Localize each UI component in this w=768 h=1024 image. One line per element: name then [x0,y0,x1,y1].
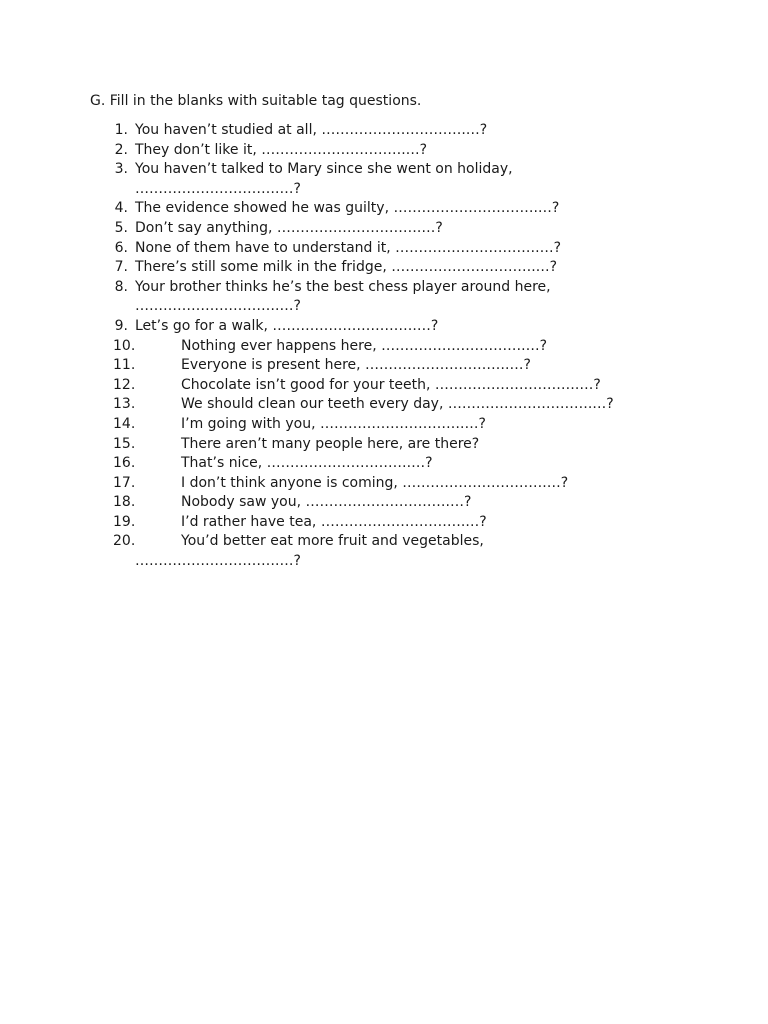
item-text: None of them have to understand it, ………………………….…? [135,239,562,256]
item-number: 15. [113,435,136,452]
list-item [0,493,768,513]
list-item [0,415,768,435]
item-text: I don’t think anyone is coming, ………………………….…? [181,474,569,491]
item-text: The evidence showed he was guilty, ………………………….…? [135,200,560,217]
item-number: 19. [113,513,136,530]
item-text: Don’t say anything, ………………………….…? [135,219,443,236]
item-text: You’d better eat more fruit and vegetables, [181,533,484,550]
item-text: Your brother thinks he’s the best chess player around here, [135,278,551,295]
item-text: There’s still some milk in the fridge, ………………………….…? [135,259,558,276]
item-text: Chocolate isn’t good for your teeth, ………………………….…? [181,376,601,393]
item-number: 4. [114,200,128,217]
item-number: 14. [113,415,136,432]
list-item [0,141,768,161]
item-number: 6. [114,239,128,256]
list-item [0,337,768,357]
item-text: Nothing ever happens here, ………………………….…? [181,337,548,354]
list-item [0,239,768,259]
item-text: I’d rather have tea, ………………………….…? [181,513,487,530]
item-number: 16. [113,455,136,472]
list-item [0,199,768,219]
item-number: 2. [114,141,128,158]
item-text: Everyone is present here, ………………………….…? [181,357,531,374]
item-number: 17. [113,474,136,491]
list-item [0,121,768,141]
item-number: 7. [114,259,128,276]
question-list [0,121,768,572]
list-item [0,160,768,199]
item-number: 10. [113,337,136,354]
item-text: We should clean our teeth every day, ………………………….…? [181,396,614,413]
list-item [0,278,768,317]
item-text: Let’s go for a walk, ………………………….…? [135,317,439,334]
item-number: 20. [113,533,136,550]
item-number: 18. [113,494,136,511]
item-text: You haven’t studied at all, ………………………….…? [135,122,488,138]
list-item [0,435,768,455]
item-number: 9. [114,317,128,334]
item-text: Nobody saw you, ………………………….…? [181,494,472,511]
item-text-continuation: ………………………….…? [135,180,301,197]
list-item [0,532,768,571]
list-item [0,454,768,474]
list-item [0,258,768,278]
item-text: They don’t like it, ………………………….…? [135,141,428,158]
list-item [0,395,768,415]
item-number: 11. [113,357,136,374]
item-text: That’s nice, ………………………….…? [181,455,433,472]
item-number: 13. [113,396,136,413]
item-number: 1. [114,122,128,138]
list-item [0,376,768,396]
exercise-heading: G. Fill in the blanks with suitable tag questions. [90,93,422,109]
item-number: 3. [114,161,128,178]
item-number: 12. [113,376,136,393]
list-item [0,474,768,494]
list-item [0,219,768,239]
item-text: There aren’t many people here, are there? [181,435,480,452]
list-item [0,356,768,376]
list-item [0,513,768,533]
item-text: I’m going with you, ………………………….…? [181,415,486,432]
item-number: 5. [114,219,128,236]
item-text: You haven’t talked to Mary since she went on holiday, [135,161,513,178]
item-number: 8. [114,278,128,295]
item-text-continuation: ………………………….…? [135,298,301,315]
list-item [0,317,768,337]
item-text-continuation: ………………………….…? [135,553,301,570]
